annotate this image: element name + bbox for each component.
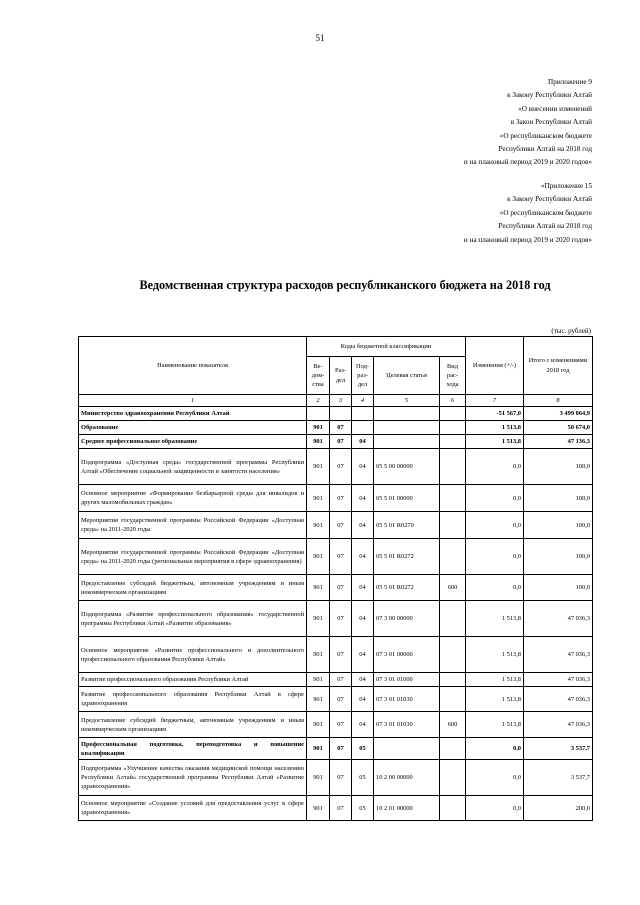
- row-vid-code: [440, 760, 466, 796]
- row-vid-code: [440, 637, 466, 673]
- table-row: [79, 637, 593, 673]
- row-razdel-code: 07: [330, 673, 352, 687]
- row-vid-code: [440, 539, 466, 575]
- row-total-value: 100,0: [524, 539, 593, 575]
- annex-line: и на плановый период 2019 и 2020 годов»: [463, 235, 592, 244]
- annex-line: и на плановый период 2019 и 2020 годов»: [463, 158, 592, 167]
- row-vid-code: 600: [440, 712, 466, 738]
- annex-line: в Закон Республики Алтай: [510, 118, 592, 127]
- row-ved-code: 901: [307, 575, 330, 601]
- row-target-code: 10 2 01 00000: [374, 796, 440, 821]
- row-ved-code: 901: [307, 760, 330, 796]
- row-changes-value: 0,0: [466, 738, 524, 760]
- row-ved-code: 901: [307, 449, 330, 485]
- row-total-value: 100,0: [524, 575, 593, 601]
- row-name: Образование: [79, 421, 307, 435]
- table-row: [79, 407, 593, 421]
- col-number: 8: [524, 395, 593, 407]
- col-number: 4: [352, 395, 374, 407]
- annex-current-header: [464, 76, 592, 170]
- table-row: [79, 738, 593, 760]
- header-codes-group: Коды бюджетной классификации: [307, 337, 466, 357]
- row-target-code: 07 3 00 00000: [374, 601, 440, 637]
- units-label: (тыс. рублей): [551, 327, 591, 335]
- row-ved-code: 901: [307, 796, 330, 821]
- row-podrazdel-code: 05: [352, 760, 374, 796]
- row-ved-code: 901: [307, 712, 330, 738]
- table-row: [79, 539, 593, 575]
- row-total-value: 47 036,3: [524, 712, 593, 738]
- row-razdel-code: 07: [330, 712, 352, 738]
- row-target-code: 07 3 01 01030: [374, 712, 440, 738]
- table-row: [79, 421, 593, 435]
- col-number: 1: [79, 395, 307, 407]
- table-row: [79, 712, 593, 738]
- header-target: Целевая статья: [374, 357, 440, 395]
- row-podrazdel-code: [352, 407, 374, 421]
- row-razdel-code: 07: [330, 485, 352, 512]
- row-razdel-code: 07: [330, 435, 352, 449]
- annex-line: «Приложение 15: [540, 182, 592, 190]
- row-vid-code: [440, 421, 466, 435]
- header-podrazdel: Под-раз-дел: [352, 357, 374, 395]
- row-razdel-code: 07: [330, 512, 352, 539]
- row-podrazdel-code: 04: [352, 601, 374, 637]
- table-row: [79, 687, 593, 712]
- header-name: Наименование показателя: [79, 337, 307, 395]
- row-podrazdel-code: 04: [352, 673, 374, 687]
- row-name: Предоставление субсидий бюджетным, автономным учреждениям и иным некоммерческим организациям: [79, 712, 307, 738]
- row-name: Мероприятия государственной программы Российской Федерации «Доступная среда» на 2011-2020 годы (региональные мероприятия в сфере здравоохранения): [79, 539, 307, 575]
- row-changes-value: 1 513,8: [466, 637, 524, 673]
- row-razdel-code: 07: [330, 738, 352, 760]
- row-ved-code: 901: [307, 421, 330, 435]
- row-target-code: 07 3 01 01030: [374, 687, 440, 712]
- row-name: Среднее профессиональное образование: [79, 435, 307, 449]
- row-changes-value: 0,0: [466, 796, 524, 821]
- col-number: 6: [440, 395, 466, 407]
- row-podrazdel-code: 04: [352, 512, 374, 539]
- table-row: [79, 512, 593, 539]
- row-total-value: 100,0: [524, 485, 593, 512]
- row-ved-code: 901: [307, 637, 330, 673]
- row-razdel-code: 07: [330, 601, 352, 637]
- row-total-value: 3 499 064,9: [524, 407, 593, 421]
- row-razdel-code: 07: [330, 539, 352, 575]
- row-ved-code: 901: [307, 539, 330, 575]
- row-changes-value: 0,0: [466, 539, 524, 575]
- row-vid-code: [440, 435, 466, 449]
- table-row: [79, 601, 593, 637]
- row-podrazdel-code: 04: [352, 485, 374, 512]
- table-row: [79, 449, 593, 485]
- header-razdel: Раз-дел: [330, 357, 352, 395]
- row-changes-value: 1 513,8: [466, 601, 524, 637]
- row-podrazdel-code: 04: [352, 687, 374, 712]
- row-changes-value: 1 513,8: [466, 421, 524, 435]
- row-name: Мероприятия государственной программы Российской Федерации «Доступная среда» на 2011-2020 годы: [79, 512, 307, 539]
- col-number: 5: [374, 395, 440, 407]
- row-ved-code: [307, 407, 330, 421]
- row-podrazdel-code: 04: [352, 637, 374, 673]
- row-vid-code: [440, 407, 466, 421]
- row-podrazdel-code: 05: [352, 738, 374, 760]
- row-name: Основное мероприятие «Формирование безбарьерной среды для инвалидов и других маломобильных граждан»: [79, 485, 307, 512]
- annex-original-header: [464, 180, 592, 247]
- row-razdel-code: 07: [330, 575, 352, 601]
- row-name: Основное мероприятие «Развитие профессионального и дополнительного профессионального образования Республики Алтай»: [79, 637, 307, 673]
- row-total-value: 100,0: [524, 512, 593, 539]
- row-razdel-code: 07: [330, 421, 352, 435]
- row-ved-code: 901: [307, 687, 330, 712]
- header-ved: Ве-дом-ства: [307, 357, 330, 395]
- row-ved-code: 901: [307, 512, 330, 539]
- annex-line: к Закону Республики Алтай: [507, 91, 592, 100]
- row-vid-code: [440, 601, 466, 637]
- table-row: [79, 796, 593, 821]
- header-vid: Вид рас-хода: [440, 357, 466, 395]
- row-ved-code: 901: [307, 601, 330, 637]
- row-total-value: 200,0: [524, 796, 593, 821]
- row-name: Развитие профессионального образования Республики Алтай: [79, 673, 307, 687]
- row-total-value: 47 136,3: [524, 435, 593, 449]
- row-target-code: 05 5 01 R0272: [374, 539, 440, 575]
- row-podrazdel-code: 04: [352, 449, 374, 485]
- row-changes-value: 0,0: [466, 512, 524, 539]
- col-number: 7: [466, 395, 524, 407]
- row-vid-code: [440, 687, 466, 712]
- row-vid-code: 600: [440, 575, 466, 601]
- annex-line: Приложение 9: [548, 78, 592, 86]
- row-total-value: 47 036,3: [524, 673, 593, 687]
- table-row: [79, 485, 593, 512]
- row-name: Профессиональная подготовка, переподготовка и повышение квалификации: [79, 738, 307, 760]
- row-podrazdel-code: 04: [352, 712, 374, 738]
- row-target-code: [374, 738, 440, 760]
- row-name: Подпрограмма «Улучшение качества оказания медицинской помощи населению Республики Алтай» государственной программы Республики Алтай «Развитие здравоохранения»: [79, 760, 307, 796]
- row-total-value: 47 036,3: [524, 601, 593, 637]
- row-changes-value: 0,0: [466, 485, 524, 512]
- annex-line: «О республиканском бюджете: [499, 208, 592, 217]
- row-target-code: [374, 407, 440, 421]
- table-row: [79, 435, 593, 449]
- row-razdel-code: 07: [330, 760, 352, 796]
- row-ved-code: 901: [307, 435, 330, 449]
- row-changes-value: 1 513,8: [466, 435, 524, 449]
- row-podrazdel-code: 04: [352, 435, 374, 449]
- row-target-code: 07 3 01 01000: [374, 673, 440, 687]
- row-target-code: [374, 435, 440, 449]
- row-changes-value: 1 513,8: [466, 712, 524, 738]
- row-target-code: 05 5 00 00000: [374, 449, 440, 485]
- row-target-code: 05 5 01 00000: [374, 485, 440, 512]
- col-number: 3: [330, 395, 352, 407]
- row-podrazdel-code: 04: [352, 539, 374, 575]
- document-title: Ведомственная структура расходов республиканского бюджета на 2018 год: [139, 278, 551, 292]
- annex-line: «О внесении изменений: [518, 104, 592, 113]
- annex-line: к Закону Республики Алтай: [507, 195, 592, 204]
- row-podrazdel-code: 05: [352, 796, 374, 821]
- table-row: [79, 673, 593, 687]
- row-razdel-code: 07: [330, 796, 352, 821]
- row-target-code: 05 5 01 R0270: [374, 512, 440, 539]
- page-number: 51: [315, 33, 325, 43]
- row-changes-value: 0,0: [466, 575, 524, 601]
- row-razdel-code: [330, 407, 352, 421]
- table-row: [79, 575, 593, 601]
- row-podrazdel-code: 04: [352, 575, 374, 601]
- row-razdel-code: 07: [330, 449, 352, 485]
- row-razdel-code: 07: [330, 637, 352, 673]
- row-ved-code: 901: [307, 485, 330, 512]
- annex-line: Республики Алтай на 2018 год: [498, 145, 592, 154]
- row-target-code: 10 2 00 00000: [374, 760, 440, 796]
- table-body: [79, 337, 593, 821]
- row-total-value: 100,0: [524, 449, 593, 485]
- row-total-value: 50 674,0: [524, 421, 593, 435]
- row-ved-code: 901: [307, 738, 330, 760]
- row-total-value: 3 537,7: [524, 760, 593, 796]
- row-name: Подпрограмма «Развитие профессионального образования» государственной программы Республики Алтай «Развитие образования»: [79, 601, 307, 637]
- row-total-value: 47 036,3: [524, 687, 593, 712]
- row-name: Министерство здравоохранения Республики Алтай: [79, 407, 307, 421]
- row-vid-code: [440, 449, 466, 485]
- row-razdel-code: 07: [330, 687, 352, 712]
- row-target-code: 05 5 01 R0272: [374, 575, 440, 601]
- row-name: Развитие профессионального образования Республики Алтай в сфере здравоохранения: [79, 687, 307, 712]
- row-vid-code: [440, 796, 466, 821]
- row-total-value: 47 036,3: [524, 637, 593, 673]
- budget-table: [78, 336, 593, 821]
- row-changes-value: 0,0: [466, 760, 524, 796]
- row-vid-code: [440, 512, 466, 539]
- col-number: 2: [307, 395, 330, 407]
- row-changes-value: -51 567,0: [466, 407, 524, 421]
- row-vid-code: [440, 738, 466, 760]
- row-vid-code: [440, 673, 466, 687]
- row-target-code: [374, 421, 440, 435]
- row-name: Предоставление субсидий бюджетным, автономным учреждениям и иным некоммерческим организациям: [79, 575, 307, 601]
- annex-line: Республики Алтай на 2018 год: [498, 222, 592, 231]
- header-total: Итого с изменениями 2018 год: [524, 337, 593, 395]
- row-vid-code: [440, 485, 466, 512]
- row-podrazdel-code: [352, 421, 374, 435]
- row-changes-value: 1 513,8: [466, 673, 524, 687]
- annex-line: «О республиканском бюджете: [499, 131, 592, 140]
- row-name: Подпрограмма «Доступная среда» государственной программы Республики Алтай «Обеспечение социальной защищенности и занятости населения»: [79, 449, 307, 485]
- row-target-code: 07 3 01 00000: [374, 637, 440, 673]
- table-row: [79, 760, 593, 796]
- row-changes-value: 0,0: [466, 449, 524, 485]
- header-changes: Изменения (+/-): [466, 337, 524, 395]
- row-ved-code: 901: [307, 673, 330, 687]
- row-changes-value: 1 513,8: [466, 687, 524, 712]
- row-total-value: 3 537,7: [524, 738, 593, 760]
- row-name: Основное мероприятие «Создание условий для предоставления услуг в сфере здравоохранения»: [79, 796, 307, 821]
